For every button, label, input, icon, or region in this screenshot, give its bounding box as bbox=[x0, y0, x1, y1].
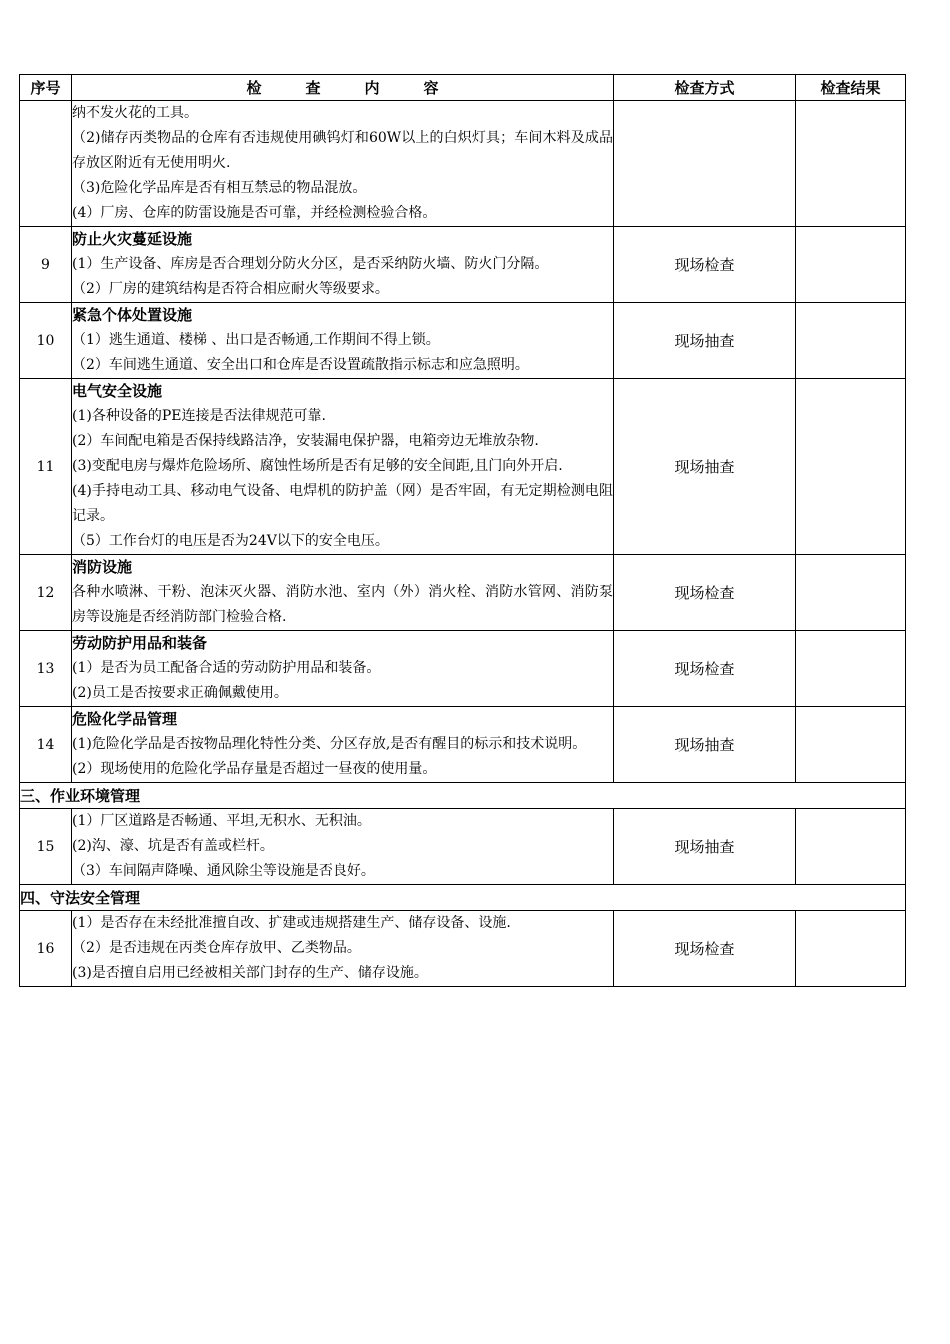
section-row bbox=[20, 783, 906, 809]
row-method: 现场检查 bbox=[614, 227, 796, 303]
table-row bbox=[20, 227, 906, 303]
content-line: （3)危险化学品库是否有相互禁忌的物品混放。 bbox=[72, 180, 367, 196]
row-result[interactable] bbox=[796, 631, 906, 707]
table-row bbox=[20, 631, 906, 707]
content-line: (1)各种设备的PE连接是否法律规范可靠. bbox=[72, 408, 326, 424]
row-content bbox=[72, 707, 614, 783]
row-no bbox=[20, 101, 72, 227]
row-content bbox=[72, 227, 614, 303]
row-no: 14 bbox=[20, 707, 72, 783]
content-line: (4)手持电动工具、移动电气设备、电焊机的防护盖（网）是否牢固，有无定期检测电阻记录。 bbox=[72, 483, 613, 524]
table-row bbox=[20, 809, 906, 885]
row-result[interactable] bbox=[796, 379, 906, 555]
content-line: (1）厂区道路是否畅通、平坦,无积水、无积油。 bbox=[72, 813, 371, 829]
row-no: 16 bbox=[20, 911, 72, 987]
table-row bbox=[20, 303, 906, 379]
row-result[interactable] bbox=[796, 303, 906, 379]
content-line: （2）车间逃生通道、安全出口和仓库是否设置疏散指示标志和应急照明。 bbox=[72, 357, 529, 373]
row-content bbox=[72, 555, 614, 631]
row-title: 紧急个体处置设施 bbox=[72, 306, 193, 324]
content-line: (2)员工是否按要求正确佩戴使用。 bbox=[72, 685, 288, 701]
row-result[interactable] bbox=[796, 555, 906, 631]
table-row bbox=[20, 101, 906, 227]
content-line: （2）是否违规在丙类仓库存放甲、乙类物品。 bbox=[72, 940, 361, 956]
content-line: (4）厂房、仓库的防雷设施是否可靠，并经检测检验合格。 bbox=[72, 205, 437, 221]
row-result[interactable] bbox=[796, 911, 906, 987]
content-line: （2)储存丙类物品的仓库有否违规使用碘钨灯和60W以上的白炽灯具；车间木料及成品存放区附近有无使用明火. bbox=[72, 130, 613, 171]
content-line: (1）生产设备、库房是否合理划分防火分区，是否采纳防火墙、防火门分隔。 bbox=[72, 256, 549, 272]
row-method: 现场抽查 bbox=[614, 303, 796, 379]
section-title: 四、守法安全管理 bbox=[20, 885, 906, 911]
content-line: (2）现场使用的危险化学品存量是否超过一昼夜的使用量。 bbox=[72, 761, 437, 777]
row-result[interactable] bbox=[796, 809, 906, 885]
header-row bbox=[20, 75, 906, 101]
row-no: 10 bbox=[20, 303, 72, 379]
row-no: 11 bbox=[20, 379, 72, 555]
table-row bbox=[20, 555, 906, 631]
content-line: (3)变配电房与爆炸危险场所、腐蚀性场所是否有足够的安全间距,且门向外开启. bbox=[72, 458, 563, 474]
row-no: 12 bbox=[20, 555, 72, 631]
content-line: 各种水喷淋、干粉、泡沫灭火器、消防水池、室内（外）消火栓、消防水管网、消防泵房等设施是否经消防部门检验合格. bbox=[72, 584, 613, 625]
row-method: 现场检查 bbox=[614, 631, 796, 707]
header-no: 序号 bbox=[20, 75, 72, 101]
row-content bbox=[72, 379, 614, 555]
row-content bbox=[72, 809, 614, 885]
table-row bbox=[20, 379, 906, 555]
content-line: (2）车间配电箱是否保持线路洁净，安装漏电保护器，电箱旁边无堆放杂物. bbox=[72, 433, 539, 449]
content-line: (2)沟、濠、坑是否有盖或栏杆。 bbox=[72, 838, 274, 854]
row-result[interactable] bbox=[796, 227, 906, 303]
section-row bbox=[20, 885, 906, 911]
section-title: 三、作业环境管理 bbox=[20, 783, 906, 809]
row-method: 现场抽查 bbox=[614, 379, 796, 555]
content-line: (1）是否为员工配备合适的劳动防护用品和装备。 bbox=[72, 660, 381, 676]
row-no: 13 bbox=[20, 631, 72, 707]
row-content bbox=[72, 911, 614, 987]
content-line: （2）厂房的建筑结构是否符合相应耐火等级要求。 bbox=[72, 281, 389, 297]
header-result: 检查结果 bbox=[796, 75, 906, 101]
content-line: (1)危险化学品是否按物品理化特性分类、分区存放,是否有醒目的标示和技术说明。 bbox=[72, 736, 587, 752]
row-title: 危险化学品管理 bbox=[72, 710, 178, 728]
row-method: 现场检查 bbox=[614, 911, 796, 987]
row-content bbox=[72, 303, 614, 379]
row-result[interactable] bbox=[796, 707, 906, 783]
row-result[interactable] bbox=[796, 101, 906, 227]
row-title: 防止火灾蔓延设施 bbox=[72, 230, 193, 248]
content-line: (3)是否擅自启用已经被相关部门封存的生产、储存设施。 bbox=[72, 965, 428, 981]
row-title: 电气安全设施 bbox=[72, 382, 163, 400]
inspection-table bbox=[19, 74, 906, 987]
content-line: (1）是否存在未经批准擅自改、扩建或违规搭建生产、储存设备、设施. bbox=[72, 915, 511, 931]
content-line: （5）工作台灯的电压是否为24V以下的安全电压。 bbox=[72, 533, 389, 549]
content-line: （3）车间隔声降噪、通风除尘等设施是否良好。 bbox=[72, 863, 375, 879]
content-line: 纳不发火花的工具。 bbox=[72, 105, 198, 121]
row-no: 9 bbox=[20, 227, 72, 303]
table-row bbox=[20, 707, 906, 783]
row-content bbox=[72, 631, 614, 707]
row-method: 现场检查 bbox=[614, 555, 796, 631]
header-content: 检查内容 bbox=[72, 75, 614, 101]
content-line: （1）逃生通道、楼梯 、出口是否畅通,工作期间不得上锁。 bbox=[72, 332, 440, 348]
row-no: 15 bbox=[20, 809, 72, 885]
row-title: 消防设施 bbox=[72, 558, 133, 576]
table-row bbox=[20, 911, 906, 987]
row-method: 现场抽查 bbox=[614, 809, 796, 885]
row-content bbox=[72, 101, 614, 227]
row-method: 现场抽查 bbox=[614, 707, 796, 783]
row-title: 劳动防护用品和装备 bbox=[72, 634, 208, 652]
header-method: 检查方式 bbox=[614, 75, 796, 101]
row-method bbox=[614, 101, 796, 227]
